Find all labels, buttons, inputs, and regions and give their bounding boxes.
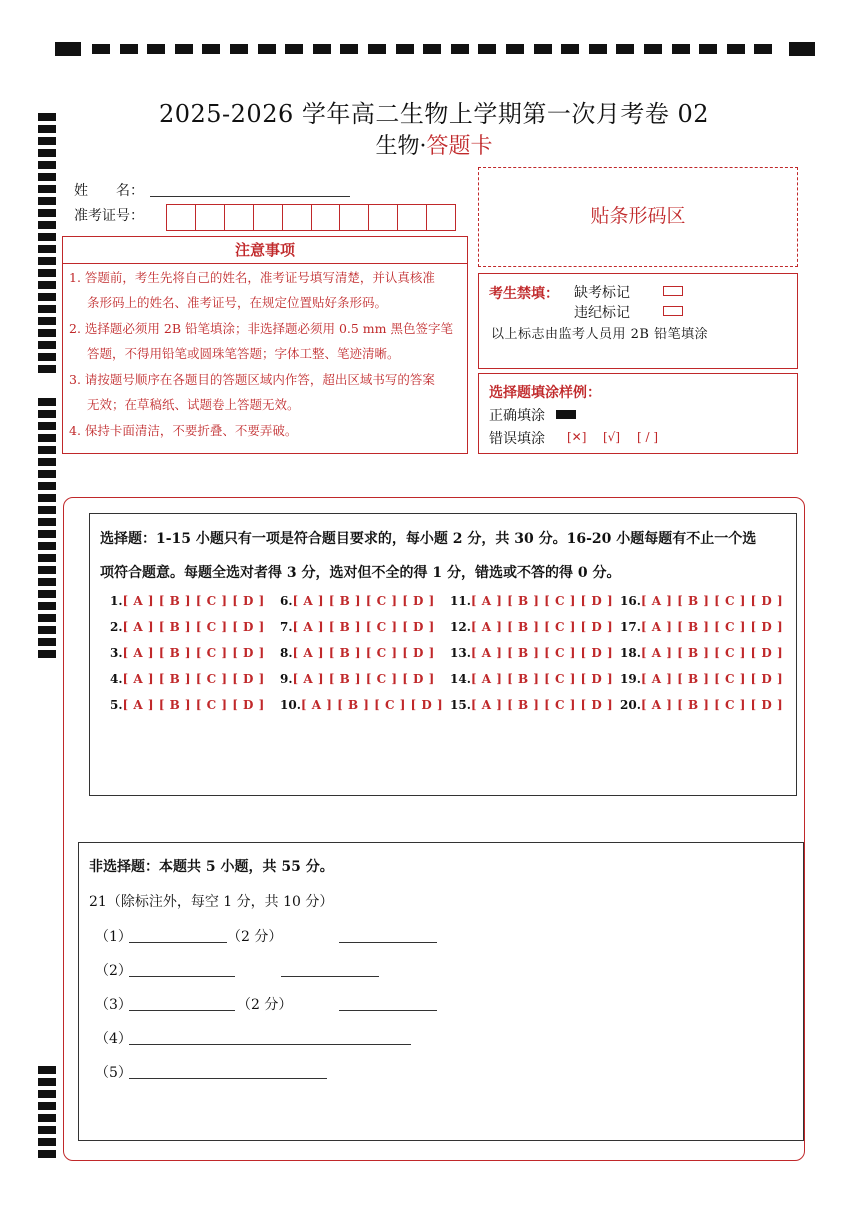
q21-part3-score: （2 分） [237, 997, 293, 1013]
exam-id-digit[interactable] [340, 205, 369, 230]
mc-options[interactable]: [ A ] [ B ] [ C ] [ D ] [122, 672, 265, 686]
mc-question-number: 2. [110, 620, 123, 634]
timing-mark [38, 1090, 56, 1098]
wrong-mark-cross: [✕] [567, 430, 587, 444]
fill-sample-box [478, 373, 798, 454]
mc-question-number: 12. [450, 620, 471, 634]
q21-part1-score: （2 分） [227, 929, 283, 945]
left-timing-marks-bottom [38, 1066, 56, 1162]
exam-id-digit[interactable] [225, 205, 254, 230]
timing-mark [38, 482, 56, 490]
mc-options[interactable]: [ A ] [ B ] [ C ] [ D ] [640, 646, 784, 660]
mc-instructions-line1: 选择题：1-15 小题只有一项是符合题目要求的，每小题 2 分，共 30 分。16-20 小题每题有不止一个选 [100, 531, 757, 547]
timing-mark [38, 530, 56, 538]
timing-mark [38, 650, 56, 658]
mc-question[interactable] [110, 594, 265, 608]
timing-mark [38, 365, 56, 373]
correct-fill-label: 正确填涂 [489, 408, 545, 424]
q21-part1-answer2[interactable] [339, 927, 437, 943]
mc-question[interactable] [450, 672, 613, 686]
timing-mark [644, 44, 662, 54]
mc-question-number: 5. [110, 698, 123, 712]
timing-mark [672, 44, 690, 54]
timing-mark [38, 161, 56, 169]
timing-mark [285, 44, 303, 54]
mc-question[interactable] [620, 698, 783, 712]
mc-question-number: 20. [620, 698, 641, 712]
timing-mark [699, 44, 717, 54]
proctor-only-box [478, 273, 798, 369]
q21-part5-answer[interactable] [129, 1063, 327, 1079]
wrong-fill-label: 错误填涂 [489, 431, 545, 447]
notice-item: 2. 选择题必须用 2B 铅笔填涂；非选择题必须用 0.5 mm 黑色签字笔 [69, 321, 453, 336]
subtitle-card-type: 答题卡 [426, 134, 493, 159]
mc-question[interactable] [450, 646, 613, 660]
mc-question[interactable] [110, 672, 265, 686]
exam-id-digit[interactable] [369, 205, 398, 230]
timing-mark [616, 44, 634, 54]
timing-mark [506, 44, 524, 54]
violation-mark-label: 违纪标记 [574, 305, 630, 321]
timing-mark [38, 269, 56, 277]
wrong-mark-slash: [ / ] [637, 430, 659, 444]
mc-options[interactable]: [ A ] [ B ] [ C ] [ D ] [122, 646, 265, 660]
notice-item: 3. 请按题号顺序在各题目的答题区域内作答，超出区域书写的答案 [69, 372, 435, 387]
q21-part1-answer1[interactable] [129, 927, 227, 943]
timing-mark [423, 44, 441, 54]
timing-mark [478, 44, 496, 54]
mc-question[interactable] [280, 646, 435, 660]
mc-question[interactable] [620, 594, 783, 608]
mc-question-number: 13. [450, 646, 471, 660]
timing-mark [38, 305, 56, 313]
timing-mark [561, 44, 579, 54]
timing-mark [38, 614, 56, 622]
name-label: 姓 名： [74, 183, 144, 199]
mc-question-number: 4. [110, 672, 123, 686]
mc-question-number: 11. [450, 594, 471, 608]
timing-mark [727, 44, 745, 54]
mc-question-number: 3. [110, 646, 123, 660]
timing-mark [38, 353, 56, 361]
violation-mark-box[interactable] [663, 306, 683, 316]
timing-mark [38, 542, 56, 550]
mc-options[interactable]: [ A ] [ B ] [ C ] [ D ] [122, 698, 265, 712]
mc-question[interactable] [620, 646, 783, 660]
timing-mark [38, 494, 56, 502]
exam-id-digit[interactable] [167, 205, 196, 230]
timing-mark [38, 293, 56, 301]
exam-id-digit[interactable] [312, 205, 341, 230]
exam-id-digit[interactable] [398, 205, 427, 230]
proctor-only-heading: 考生禁填： [489, 286, 559, 302]
timing-mark [38, 281, 56, 289]
non-choice-heading: 非选择题：本题共 5 小题，共 55 分。 [89, 859, 334, 875]
timing-mark [313, 44, 331, 54]
mc-options[interactable]: [ A ] [ B ] [ C ] [ D ] [292, 646, 435, 660]
notice-item: 1. 答题前，考生先将自己的姓名，准考证号填写清楚，并认真核准 [69, 270, 435, 285]
timing-mark [92, 44, 110, 54]
mc-options[interactable]: [ A ] [ B ] [ C ] [ D ] [470, 594, 614, 608]
mc-options[interactable]: [ A ] [ B ] [ C ] [ D ] [300, 698, 444, 712]
mc-options[interactable]: [ A ] [ B ] [ C ] [ D ] [122, 620, 265, 634]
timing-mark [38, 1150, 56, 1158]
subtitle-subject: 生物· [375, 134, 427, 159]
mc-question-number: 17. [620, 620, 641, 634]
timing-mark [38, 566, 56, 574]
fill-sample-heading: 选择题填涂样例： [489, 385, 601, 401]
absent-mark-box[interactable] [663, 286, 683, 296]
timing-mark [38, 1138, 56, 1146]
timing-mark [230, 44, 248, 54]
mc-options[interactable]: [ A ] [ B ] [ C ] [ D ] [122, 594, 265, 608]
timing-mark [38, 1114, 56, 1122]
question-21-heading: 21（除标注外，每空 1 分，共 10 分） [89, 894, 334, 910]
notice-item: 答题，不得用铅笔或圆珠笔答题；字体工整、笔迹清晰。 [87, 346, 400, 361]
timing-mark [38, 506, 56, 514]
mc-options[interactable]: [ A ] [ B ] [ C ] [ D ] [640, 698, 784, 712]
timing-mark [38, 257, 56, 265]
timing-mark [38, 398, 56, 406]
timing-mark [451, 44, 469, 54]
timing-mark [754, 44, 772, 54]
timing-mark [38, 317, 56, 325]
exam-id-digit[interactable] [283, 205, 312, 230]
timing-mark [147, 44, 165, 54]
exam-id-digit[interactable] [196, 205, 225, 230]
proctor-note: 以上标志由监考人员用 2B 铅笔填涂 [491, 327, 709, 342]
timing-mark [38, 602, 56, 610]
timing-mark [38, 458, 56, 466]
notice-item: 条形码上的姓名、准考证号，在规定位置贴好条形码。 [87, 295, 388, 310]
mc-question[interactable] [280, 594, 435, 608]
wrong-mark-check: [√] [603, 430, 621, 444]
top-timing-marks [55, 41, 815, 57]
notice-item: 4. 保持卡面清洁，不要折叠、不要弄破。 [69, 423, 298, 438]
q21-part2-label: （2） [95, 963, 132, 979]
timing-mark [589, 44, 607, 54]
mc-question-number: 14. [450, 672, 471, 686]
filled-mark-sample [556, 410, 576, 419]
name-field[interactable] [150, 183, 350, 197]
non-choice-section [78, 842, 804, 1141]
mc-options[interactable]: [ A ] [ B ] [ C ] [ D ] [470, 698, 614, 712]
timing-mark [38, 209, 56, 217]
mc-options[interactable]: [ A ] [ B ] [ C ] [ D ] [470, 620, 614, 634]
timing-mark [38, 1126, 56, 1134]
timing-mark [38, 233, 56, 241]
barcode-area[interactable]: 贴条形码区 [478, 167, 798, 267]
notice-heading: 注意事项 [63, 237, 467, 264]
mc-question[interactable] [620, 620, 783, 634]
exam-id-digit[interactable] [427, 205, 455, 230]
mc-options[interactable]: [ A ] [ B ] [ C ] [ D ] [292, 672, 435, 686]
exam-id-digit[interactable] [254, 205, 283, 230]
q21-part2-answer2[interactable] [281, 961, 379, 977]
mc-question[interactable] [110, 646, 265, 660]
mc-instructions-line2: 项符合题意。每题全选对者得 3 分，选对但不全的得 1 分，错选或不答的得 0 分。 [100, 565, 621, 581]
mc-question-number: 19. [620, 672, 641, 686]
mc-question[interactable] [450, 594, 613, 608]
q21-part1-label: （1） [95, 929, 132, 945]
mc-options[interactable]: [ A ] [ B ] [ C ] [ D ] [292, 620, 435, 634]
timing-mark [38, 173, 56, 181]
mc-options[interactable]: [ A ] [ B ] [ C ] [ D ] [292, 594, 435, 608]
mc-question[interactable] [450, 620, 613, 634]
timing-mark [38, 341, 56, 349]
timing-mark [38, 197, 56, 205]
timing-mark [38, 470, 56, 478]
timing-mark [202, 44, 220, 54]
q21-part3-answer1[interactable] [129, 995, 235, 1011]
timing-mark [368, 44, 386, 54]
timing-mark [38, 329, 56, 337]
q21-part4-label: （4） [95, 1031, 132, 1047]
timing-mark [120, 44, 138, 54]
timing-mark [396, 44, 414, 54]
timing-mark [789, 42, 815, 56]
mc-question[interactable] [110, 698, 265, 712]
q21-part3-label: （3） [95, 997, 132, 1013]
mc-question[interactable] [280, 698, 443, 712]
timing-mark [38, 221, 56, 229]
notice-item: 无效；在草稿纸、试题卷上答题无效。 [87, 397, 300, 412]
mc-options[interactable]: [ A ] [ B ] [ C ] [ D ] [640, 594, 784, 608]
timing-mark [38, 185, 56, 193]
left-timing-marks-middle [38, 398, 56, 656]
timing-mark [38, 1078, 56, 1086]
mc-question-number: 6. [280, 594, 293, 608]
timing-mark [258, 44, 276, 54]
mc-question-number: 9. [280, 672, 293, 686]
page-subtitle [0, 129, 868, 160]
mc-question-number: 15. [450, 698, 471, 712]
mc-question-number: 18. [620, 646, 641, 660]
exam-id-boxes[interactable] [166, 204, 456, 231]
q21-part3-answer2[interactable] [339, 995, 437, 1011]
timing-mark [38, 1102, 56, 1110]
q21-part5-label: （5） [95, 1065, 132, 1081]
mc-question-number: 10. [280, 698, 301, 712]
notice-box [62, 236, 468, 454]
timing-mark [38, 410, 56, 418]
mc-question[interactable] [280, 672, 435, 686]
mc-question[interactable] [450, 698, 613, 712]
q21-part2-answer1[interactable] [129, 961, 235, 977]
timing-mark [38, 638, 56, 646]
timing-mark [340, 44, 358, 54]
timing-mark [55, 42, 81, 56]
timing-mark [38, 590, 56, 598]
exam-id-label: 准考证号： [74, 208, 144, 224]
timing-mark [38, 578, 56, 586]
mc-question[interactable] [110, 620, 265, 634]
timing-mark [534, 44, 552, 54]
timing-mark [38, 1066, 56, 1074]
multiple-choice-section [89, 513, 797, 796]
mc-options[interactable]: [ A ] [ B ] [ C ] [ D ] [640, 620, 784, 634]
timing-mark [38, 554, 56, 562]
page-title: 2025-2026 学年高二生物上学期第一次月考卷 02 [158, 100, 710, 128]
q21-part4-answer[interactable] [129, 1029, 411, 1045]
timing-mark [175, 44, 193, 54]
mc-question-number: 8. [280, 646, 293, 660]
absent-mark-label: 缺考标记 [574, 285, 630, 301]
mc-question[interactable] [620, 672, 783, 686]
mc-options[interactable]: [ A ] [ B ] [ C ] [ D ] [640, 672, 784, 686]
mc-options[interactable]: [ A ] [ B ] [ C ] [ D ] [470, 672, 614, 686]
timing-mark [38, 518, 56, 526]
mc-question[interactable] [280, 620, 435, 634]
timing-mark [38, 434, 56, 442]
timing-mark [38, 626, 56, 634]
mc-question-number: 1. [110, 594, 123, 608]
mc-options[interactable]: [ A ] [ B ] [ C ] [ D ] [470, 646, 614, 660]
timing-mark [38, 422, 56, 430]
timing-mark [38, 446, 56, 454]
mc-question-number: 7. [280, 620, 293, 634]
mc-question-number: 16. [620, 594, 641, 608]
timing-mark [38, 245, 56, 253]
